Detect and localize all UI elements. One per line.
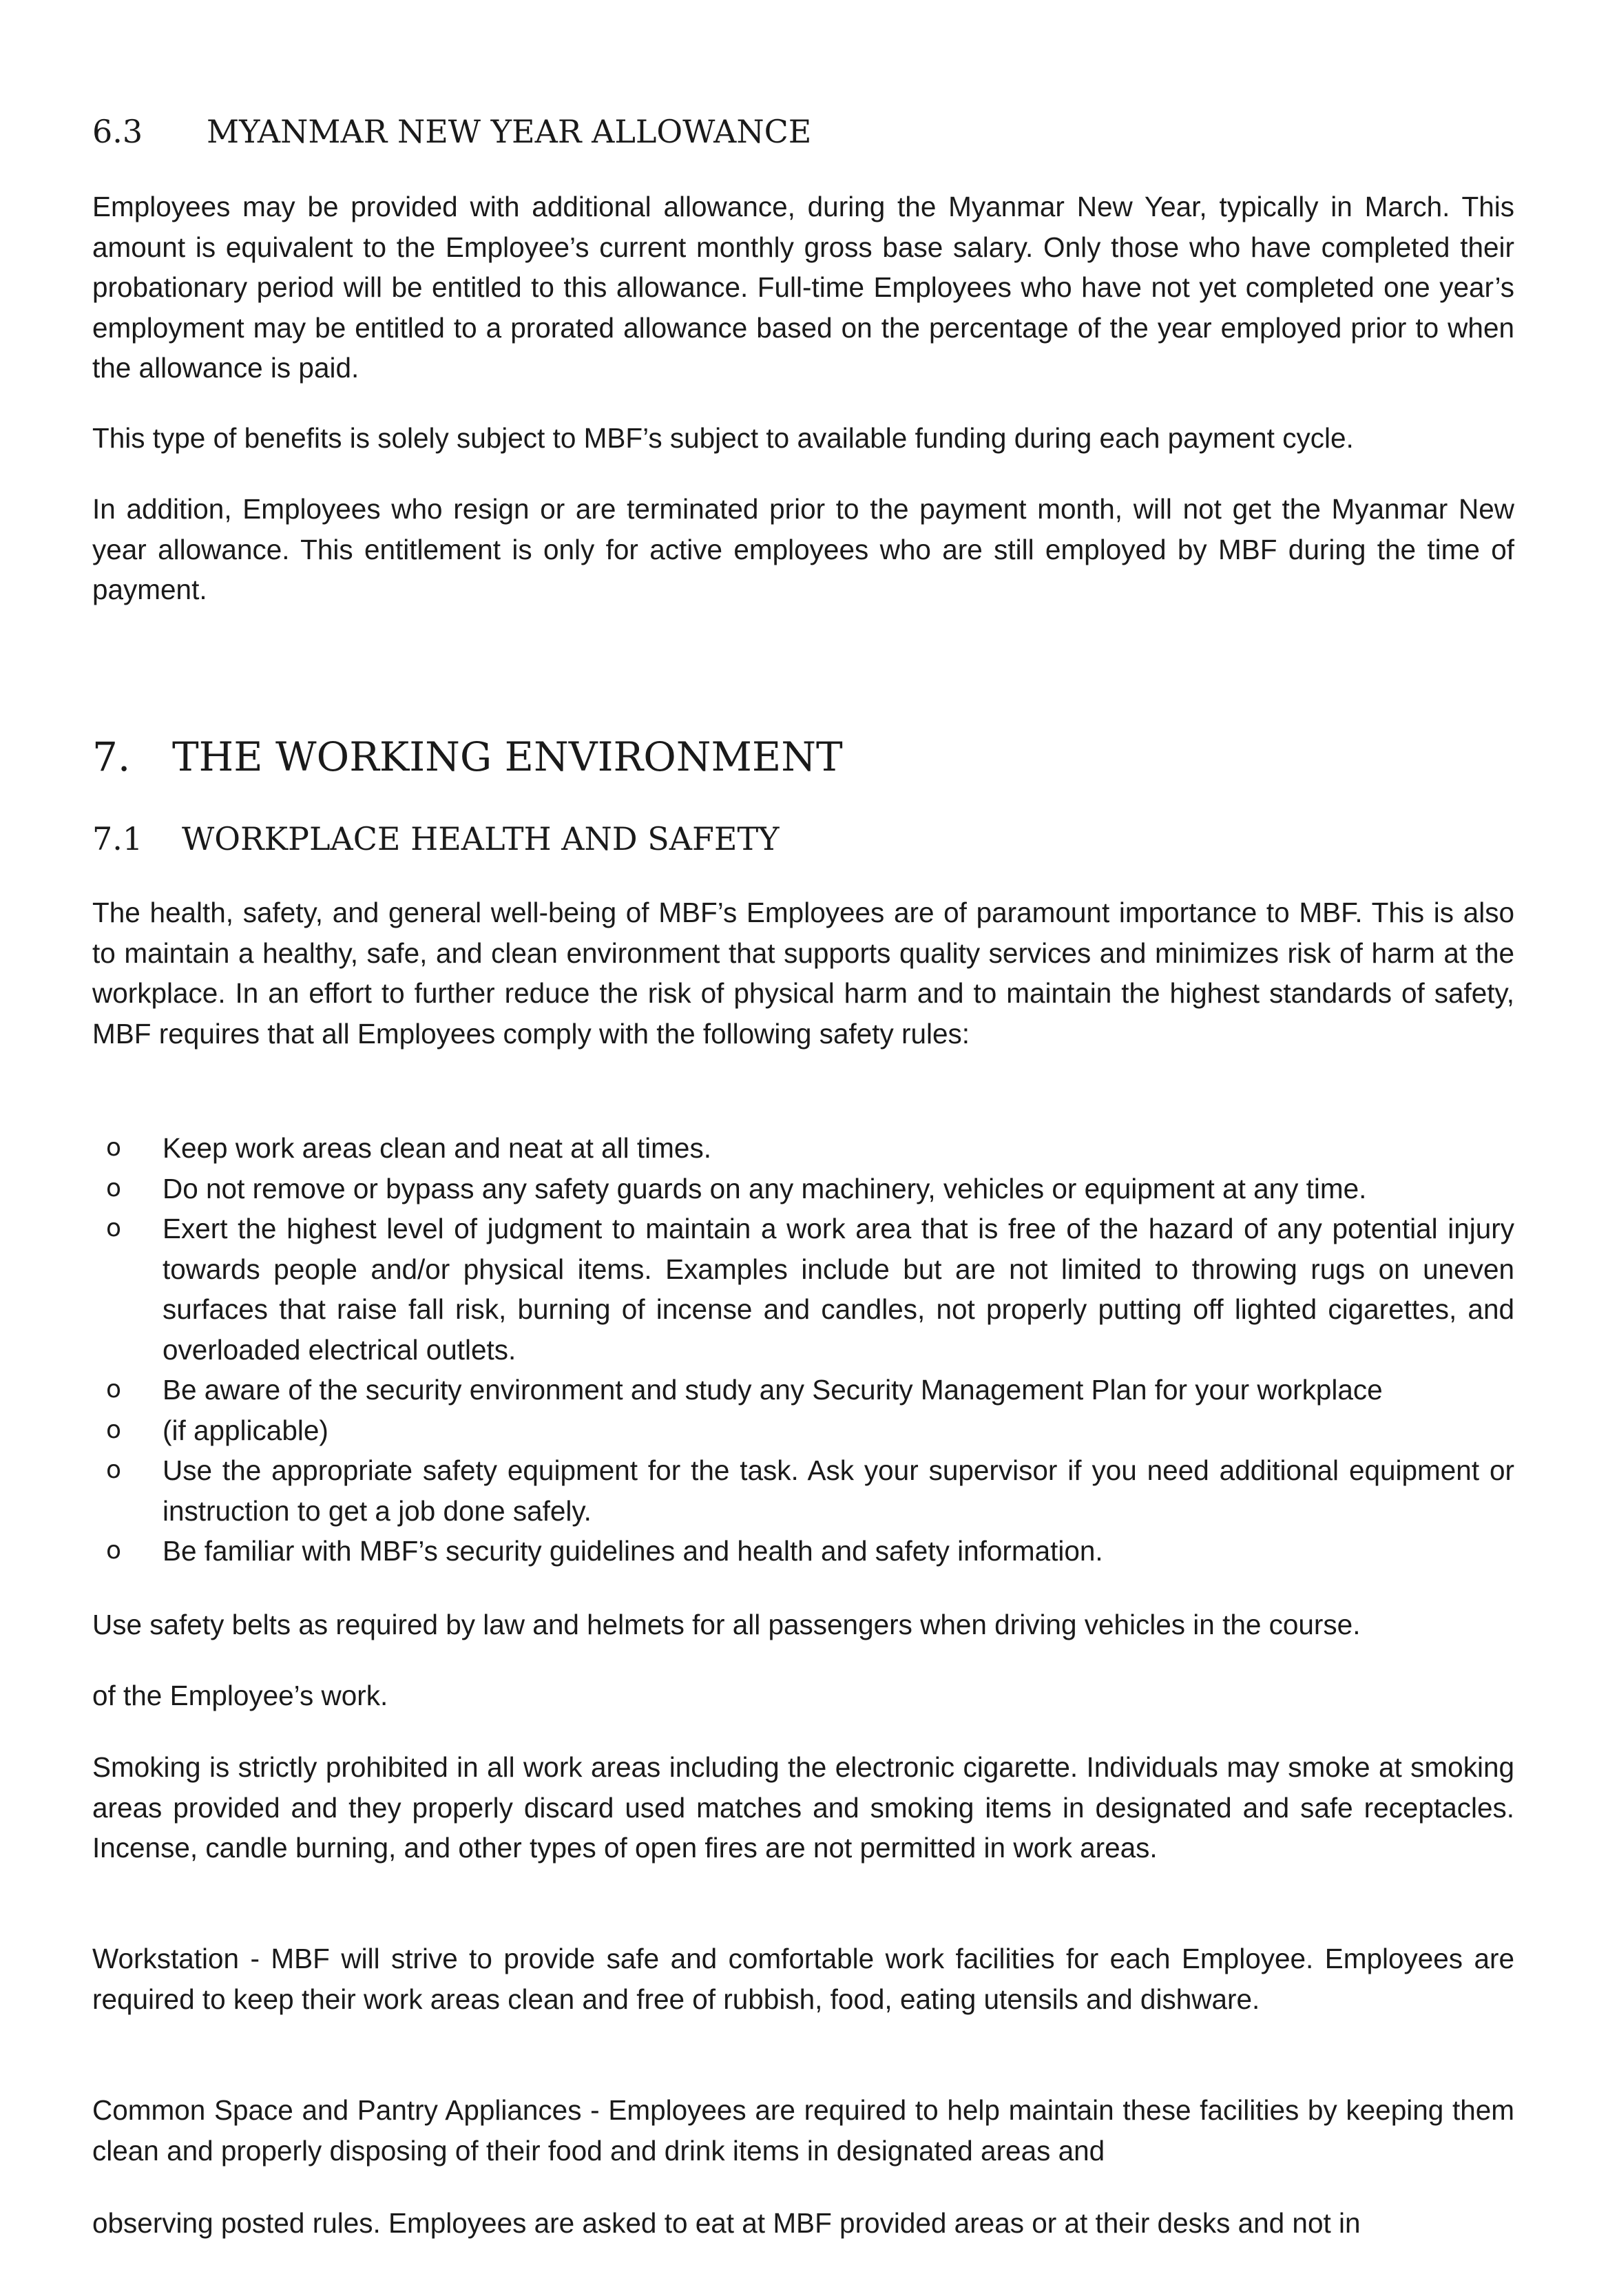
bullet-marker: o (106, 1375, 122, 1403)
bullet-marker: o (106, 1415, 122, 1444)
paragraph-safety-belts: Use safety belts as required by law and helmets for all passengers when driving vehicles in the course. (92, 1609, 1361, 1640)
section-number: 7.1 (92, 820, 143, 857)
list-item (92, 1169, 1514, 1209)
list-item (92, 1410, 1514, 1451)
paragraph-smoking: Smoking is strictly prohibited in all work areas including the electronic cigarette. Individuals may smoke at smoking areas provided and they properly discard used matches and smoking items in designated and safe receptacles. Incense, candle burning, and other types of open fires are not permitted in work areas. (92, 1751, 1514, 1864)
bullet-marker: o (106, 1134, 122, 1162)
bullet-marker: o (106, 1456, 122, 1484)
list-item-text: Keep work areas clean and neat at all times. (163, 1132, 711, 1164)
paragraph-safety-intro: The health, safety, and general well-being of MBF’s Employees are of paramount importance to MBF. This is also to maintain a healthy, safe, and clean environment that supports quality services and minimizes risk of harm at the workplace. In an effort to further reduce the risk of physical harm and to maintain the highest standards of safety, MBF requires that all Employees comply with the following safety rules: (92, 897, 1514, 1050)
section-number: 6.3 (92, 113, 143, 150)
section-6-3-heading (92, 112, 811, 151)
list-item-text: Be aware of the security environment and study any Security Management Plan for your workplace (163, 1374, 1383, 1406)
list-item (92, 1209, 1514, 1370)
list-item (92, 1450, 1514, 1531)
section-7-heading (92, 733, 843, 781)
list-item (92, 1531, 1514, 1572)
paragraph-common-space: Common Space and Pantry Appliances - Employees are required to help maintain these facilities by keeping them clean and properly disposing of their food and drink items in designated areas and (92, 2094, 1514, 2167)
paragraph-observing: observing posted rules. Employees are asked to eat at MBF provided areas or at their desks and not in (92, 2207, 1361, 2239)
list-item-text: Exert the highest level of judgment to maintain a work area that is free of the hazard of any potential injury towards people and/or physical items. Examples include but are not limited to throwing rugs on uneven surfaces that raise fall risk, burning of incense and candles, not properly putting off lighted cigarettes, and overloaded electrical outlets. (163, 1213, 1514, 1366)
section-title: THE WORKING ENVIRONMENT (172, 733, 843, 780)
paragraph-resignation: In addition, Employees who resign or are terminated prior to the payment month, will not get the Myanmar New year allowance. This entitlement is only for active employees who are still employed by MBF during the time of payment. (92, 493, 1514, 605)
section-7-1-heading (92, 820, 780, 858)
section-title: MYANMAR NEW YEAR ALLOWANCE (207, 113, 812, 150)
list-item-text: Use the appropriate safety equipment for the task. Ask your supervisor if you need additional equipment or instruction to get a job done safely. (163, 1454, 1514, 1527)
paragraph-funding: This type of benefits is solely subject to MBF’s subject to available funding during each payment cycle. (92, 422, 1354, 454)
bullet-marker: o (106, 1214, 122, 1242)
paragraph-workstation: Workstation - MBF will strive to provide safe and comfortable work facilities for each Employee. Employees are required to keep their work areas clean and free of rubbish, food, eating utensils and dishware. (92, 1943, 1514, 2015)
bullet-marker: o (106, 1536, 122, 1565)
bullet-marker: o (106, 1173, 122, 1202)
list-item-text: (if applicable) (163, 1414, 328, 1446)
safety-rules-list (92, 1128, 1514, 1572)
section-title: WORKPLACE HEALTH AND SAFETY (182, 820, 780, 857)
list-item-text: Be familiar with MBF’s security guidelines and health and safety information. (163, 1535, 1103, 1567)
section-number: 7. (92, 733, 131, 780)
paragraph-allowance: Employees may be provided with additional allowance, during the Myanmar New Year, typically in March. This amount is equivalent to the Employee’s current monthly gross base salary. Only those who have completed their probationary period will be entitled to this allowance. Full-time Employees who have not yet completed one year’s employment may be entitled to a prorated allowance based on the percentage of the year employed prior to when the allowance is paid. (92, 191, 1514, 384)
list-item (92, 1370, 1514, 1410)
list-item (92, 1128, 1514, 1169)
list-item-text: Do not remove or bypass any safety guards on any machinery, vehicles or equipment at any time. (163, 1172, 1367, 1204)
paragraph-safety-belts-cont: of the Employee’s work. (92, 1680, 388, 1711)
